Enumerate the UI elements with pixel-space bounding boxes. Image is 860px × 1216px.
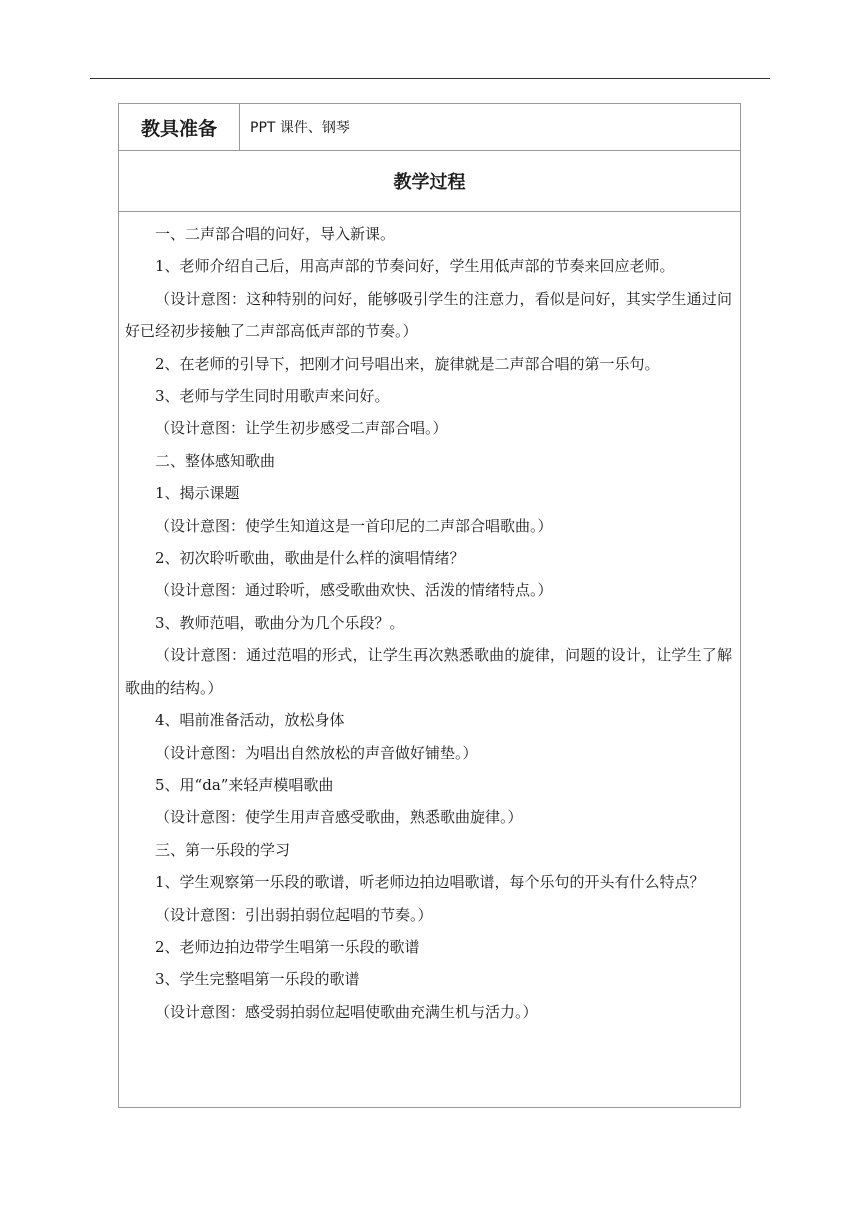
paragraph: 5、用“da”来轻声模唱歌曲: [155, 775, 334, 794]
paragraph: （设计意图：使学生知道这是一首印尼的二声部合唱歌曲。）: [155, 516, 553, 535]
paragraph: （设计意图：通过聆听，感受歌曲欢快、活泼的情绪特点。）: [155, 581, 553, 600]
process-body-cell: [119, 212, 741, 1108]
paragraph: （设计意图：通过范唱的形式，让学生再次熟悉歌曲的旋律，问题的设计，让学生了解歌曲的结构。）: [125, 646, 732, 697]
process-body-row: [119, 212, 741, 1108]
lesson-plan-table: [118, 103, 741, 1108]
paragraph: （设计意图：这种特别的问好，能够吸引学生的注意力，看似是问好，其实学生通过问好已经初步接触了二声部高低声部的节奏。）: [125, 289, 732, 341]
paragraph: 3、老师与学生同时用歌声来问好。: [155, 387, 390, 406]
paragraph: 三、第一乐段的学习: [155, 840, 291, 859]
paragraph: （设计意图：使学生用声音感受歌曲，熟悉歌曲旋律。）: [155, 808, 523, 827]
paragraph: 2、初次聆听歌曲，歌曲是什么样的演唱情绪？: [155, 549, 465, 568]
paragraph: 4、唱前准备活动，放松身体: [155, 711, 345, 730]
paragraph: 3、学生完整唱第一乐段的歌谱: [155, 970, 360, 989]
paragraph: （设计意图：感受弱拍弱位起唱使歌曲充满生机与活力。）: [155, 1002, 538, 1021]
process-title-row: [119, 151, 741, 212]
process-content: [119, 212, 740, 1028]
paragraph: 3、教师范唱，歌曲分为几个乐段？。: [155, 613, 405, 632]
teaching-aids-value: PPT 课件、钢琴: [240, 104, 741, 151]
process-title: 教学过程: [119, 151, 741, 212]
paragraph: （设计意图：为唱出自然放松的声音做好铺垫。）: [155, 743, 478, 762]
paragraph: 2、老师边拍边带学生唱第一乐段的歌谱: [155, 937, 420, 956]
paragraph: 1、学生观察第一乐段的歌谱，听老师边拍边唱歌谱，每个乐句的开头有什么特点？: [155, 873, 705, 892]
paragraph: 2、在老师的引导下，把刚才问号唱出来，旋律就是二声部合唱的第一乐句。: [155, 354, 660, 373]
paragraph: 1、老师介绍自己后，用高声部的节奏问好，学生用低声部的节奏来回应老师。: [155, 257, 675, 276]
paragraph: 二、整体感知歌曲: [155, 451, 276, 470]
paragraph: （设计意图：引出弱拍弱位起唱的节奏。）: [155, 905, 433, 924]
header-rule: [90, 78, 770, 79]
teaching-aids-row: [119, 104, 741, 151]
paragraph: （设计意图：让学生初步感受二声部合唱。）: [155, 419, 448, 438]
paragraph: 一、二声部合唱的问好，导入新课。: [155, 225, 396, 243]
paragraph: 1、揭示课题: [155, 484, 240, 503]
teaching-aids-label: 教具准备: [119, 104, 240, 151]
